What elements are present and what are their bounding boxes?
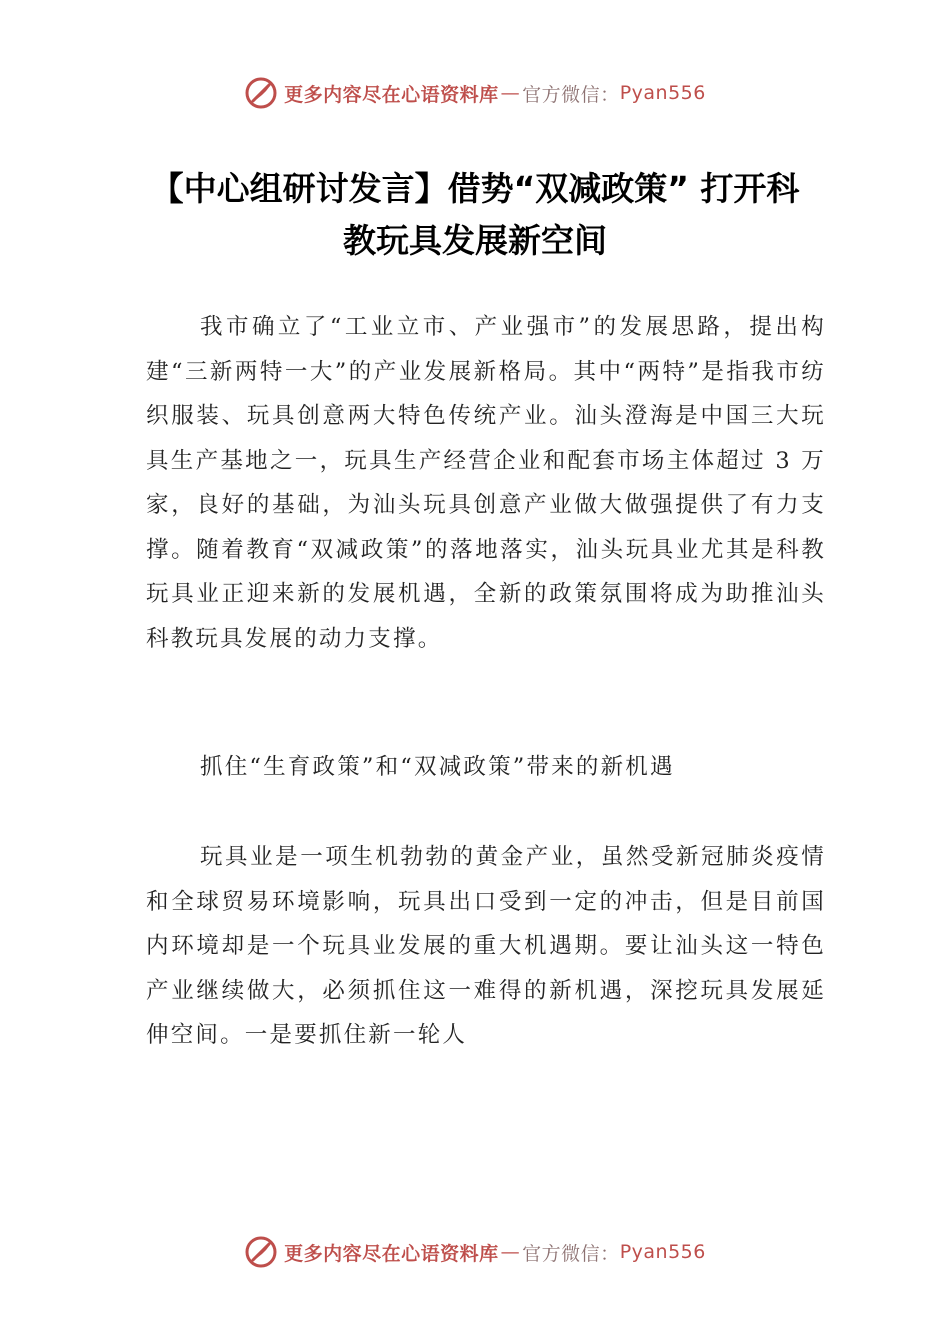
quill-logo-icon: [244, 76, 278, 110]
banner-main-text: 更多内容尽在心语资料库: [284, 83, 499, 106]
paragraph-intro: 我市确立了“工业立市、产业强市”的发展思路，提出构建“三新两特一大”的产业发展新格局。其中“两特”是指我市纺织服装、玩具创意两大特色传统产业。汕头澄海是中国三大玩具生产基地之一，玩具生产经营企业和配套市场主体超过 3 万家，良好的基础，为汕头玩具创意产业做大做强提供了有力支撑。随着教育“双减政策”的落地落实，汕头玩具业尤其是科教玩具业正迎来新的发展机遇，全新的政策氛围将成为助推汕头科教玩具发展的动力支撑。: [146, 314, 826, 652]
banner-dash: —: [500, 82, 521, 104]
header-watermark-banner: [0, 73, 950, 113]
banner-sub-text: 官方微信：: [522, 1242, 620, 1265]
banner-wechat-id: Pyan556: [619, 1241, 706, 1263]
document-title: 【中心组研讨发言】借势“双减政策” 打开科教玩具发展新空间: [150, 169, 800, 260]
banner-dash: —: [500, 1241, 521, 1263]
quill-logo-icon: [244, 1235, 278, 1269]
footer-watermark-banner: [0, 1232, 950, 1272]
banner-sub-text: 官方微信：: [522, 83, 620, 106]
banner-main-text: 更多内容尽在心语资料库: [284, 1242, 499, 1265]
paragraph-second: 玩具业是一项生机勃勃的黄金产业，虽然受新冠肺炎疫情和全球贸易环境影响，玩具出口受到一定的冲击，但是目前国内环境却是一个玩具业发展的重大机遇期。要让汕头这一特色产业继续做大，必须抓住这一难得的新机遇，深挖玩具发展延伸空间。一是要抓住新一轮人: [146, 844, 826, 1048]
section-subheading: 抓住“生育政策”和“双减政策”带来的新机遇: [200, 754, 675, 780]
banner-wechat-id: Pyan556: [619, 82, 706, 104]
